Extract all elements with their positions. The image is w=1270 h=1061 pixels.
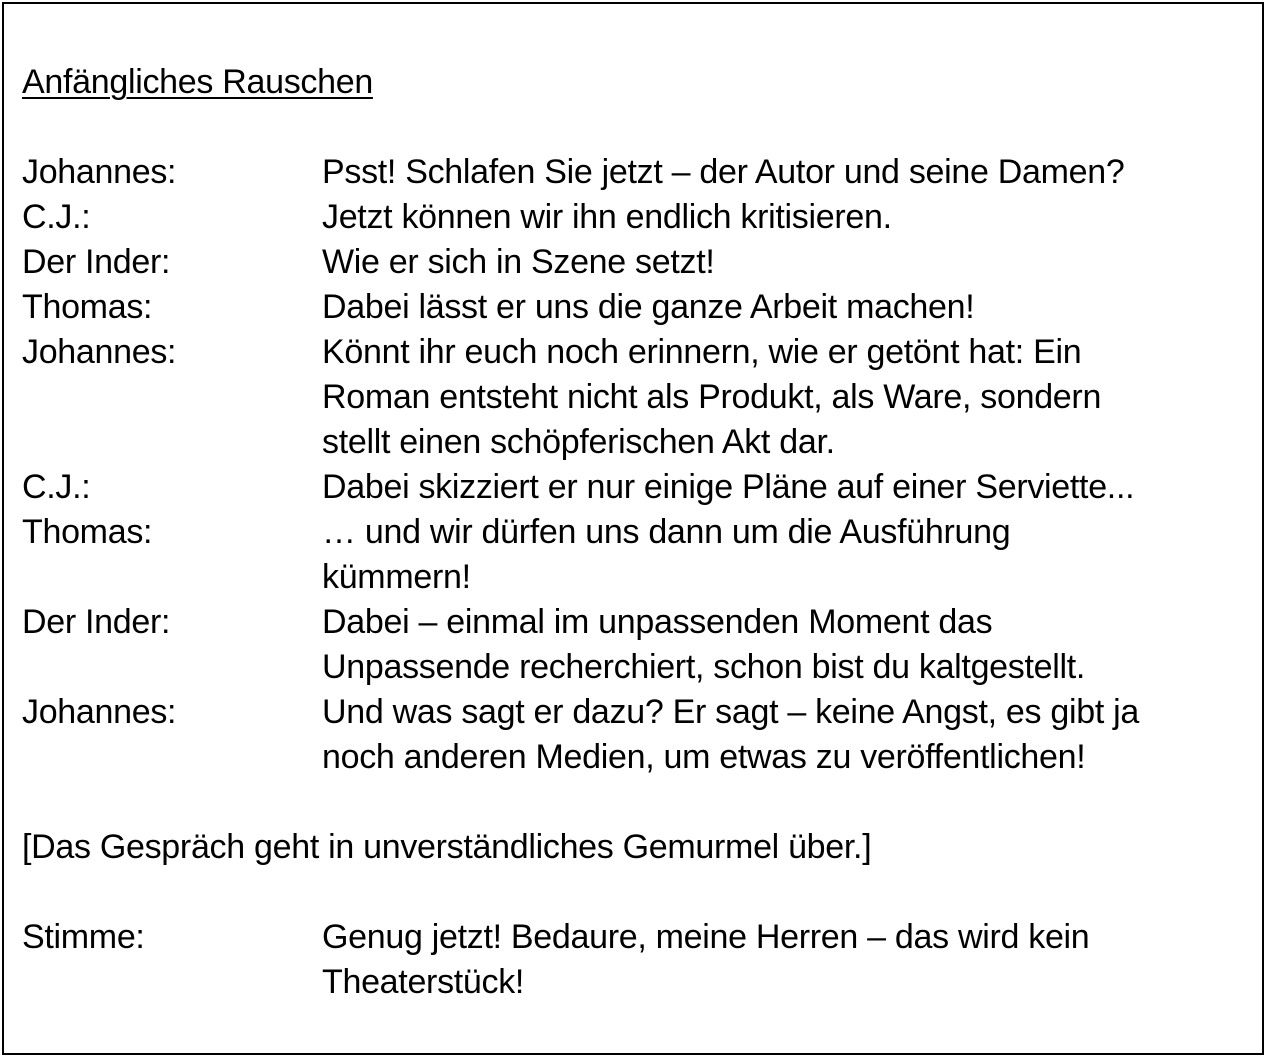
dialogue-line: Dabei lässt er uns die ganze Arbeit machen! xyxy=(322,288,975,326)
dialogue-row xyxy=(22,465,1252,510)
dialogue-line: … und wir dürfen uns dann um die Ausführung kümmern! xyxy=(322,513,1011,596)
dialogue-row xyxy=(22,600,1252,690)
dialogue-line: Genug jetzt! Bedaure, meine Herren – das wird kein Theaterstück! xyxy=(322,918,1090,1001)
dialogue-row xyxy=(22,510,1252,600)
document-frame xyxy=(2,2,1264,1055)
dialogue-line: Und was sagt er dazu? Er sagt – keine Angst, es gibt ja noch anderen Medien, um etwas zu veröffentlichen! xyxy=(322,693,1139,776)
speaker-name: Johannes: xyxy=(22,693,177,731)
dialogue-row xyxy=(22,195,1252,240)
dialogue-block xyxy=(22,150,1252,780)
speaker-name: C.J.: xyxy=(22,198,91,236)
dialogue-line: Psst! Schlafen Sie jetzt – der Autor und seine Damen? xyxy=(322,153,1125,191)
scene-heading: Anfängliches Rauschen xyxy=(22,63,373,101)
speaker-name: Johannes: xyxy=(22,333,177,371)
speaker-name: C.J.: xyxy=(22,468,91,506)
speaker-name: Der Inder: xyxy=(22,243,171,281)
speaker-name: Thomas: xyxy=(22,288,153,326)
script-content xyxy=(22,60,1252,1005)
dialogue-line: Jetzt können wir ihn endlich kritisieren. xyxy=(322,198,892,236)
speaker-name: Der Inder: xyxy=(22,603,171,641)
speaker-name: Stimme: xyxy=(22,918,145,956)
dialogue-line: Dabei – einmal im unpassenden Moment das Unpassende recherchiert, schon bist du kaltgestellt. xyxy=(322,603,1086,686)
dialogue-row xyxy=(22,330,1252,465)
dialogue-line: Könnt ihr euch noch erinnern, wie er getönt hat: Ein Roman entsteht nicht als Produkt, als Ware, sondern stellt einen schöpferischen Akt dar. xyxy=(322,333,1102,461)
speaker-name: Johannes: xyxy=(22,153,177,191)
dialogue-row xyxy=(22,150,1252,195)
dialogue-line: Wie er sich in Szene setzt! xyxy=(322,243,715,281)
stage-direction: [Das Gespräch geht in unverständliches Gemurmel über.] xyxy=(22,828,872,866)
dialogue-row xyxy=(22,690,1252,780)
dialogue-row xyxy=(22,240,1252,285)
dialogue-line: Dabei skizziert er nur einige Pläne auf einer Serviette... xyxy=(322,468,1135,506)
dialogue-row xyxy=(22,285,1252,330)
closing-dialogue-row xyxy=(22,915,1252,1005)
speaker-name: Thomas: xyxy=(22,513,153,551)
